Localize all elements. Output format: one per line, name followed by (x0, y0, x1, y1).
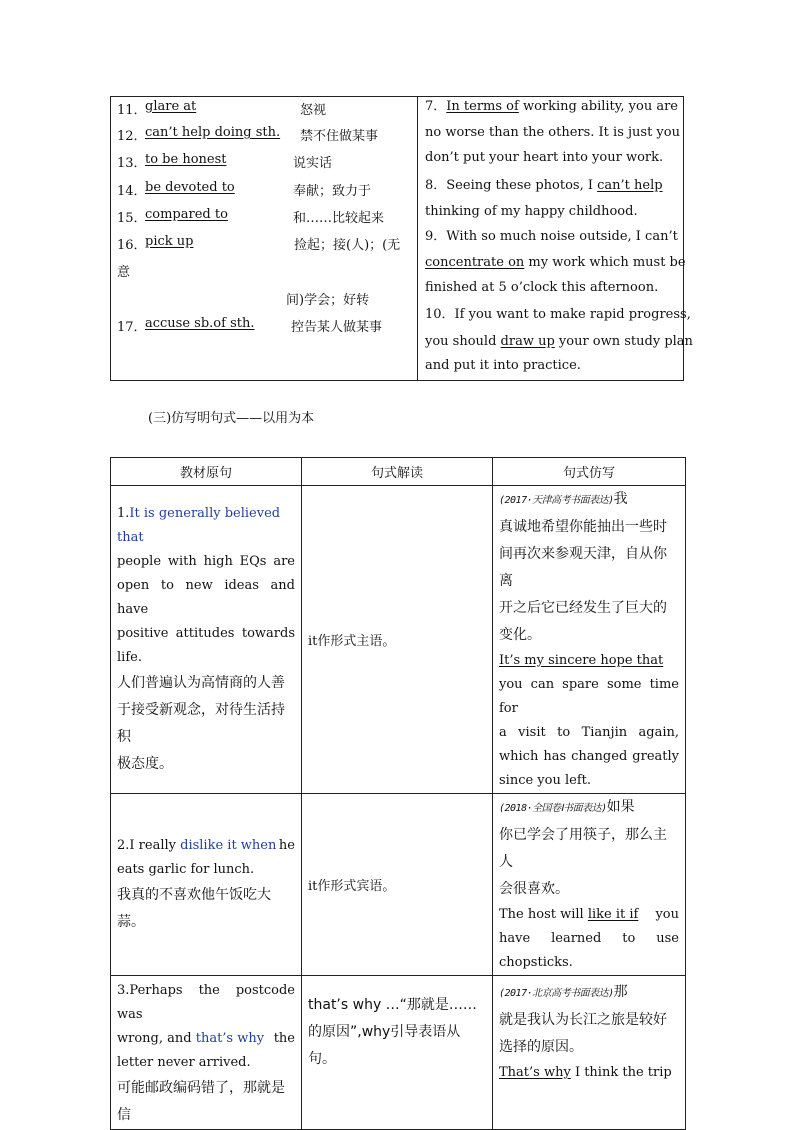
sentence-line: 7．In terms of working ability, you are (425, 99, 678, 114)
imitation-cell: (2017·天津高考书面表达)我 真诚地希望你能抽出一些时 间再次来参观天津，自从你离 开之后它已经发生了巨大的 变化。 It’s my sincere hope that you can spare some time for a visit to Tianjin again, which has changed greatly since you left. (493, 486, 686, 794)
blank-answer: In terms of (446, 99, 519, 114)
phrase: be devoted to (145, 180, 235, 195)
header-imitation: 句式仿写 (493, 458, 686, 486)
blank-answer: can’t help (597, 178, 663, 193)
sentence-line: you should draw up your own study plan (425, 334, 693, 349)
phrase: pick up (145, 234, 194, 249)
meaning: 和……比较起来 (293, 211, 385, 226)
meaning: 捡起；接(人)；(无 (294, 238, 401, 253)
interpretation-cell: it作形式宾语。 (302, 794, 493, 976)
highlight-phrase: That’s why (499, 1065, 571, 1080)
section-title: (三)仿写明句式——以用为本 (148, 411, 315, 426)
sentence-line: no worse than the others. It is just you (425, 125, 680, 140)
sentence-line: 9．With so much noise outside, I can’t (425, 229, 678, 244)
highlight-phrase: It’s my sincere hope that (499, 653, 664, 668)
source-note: (2018·全国卷Ⅰ书面表达) (499, 803, 607, 814)
blank-answer: draw up (500, 334, 555, 349)
table-header-row (111, 458, 686, 486)
interpretation-cell: that’s why …“那就是…… 的原因”,why引导表语从句。 (302, 976, 493, 1130)
imitation-cell: (2018·全国卷Ⅰ书面表达)如果 你已学会了用筷子，那么主人 会很喜欢。 The host will like it if you have learned to use chopsticks. (493, 794, 686, 976)
phrase: compared to (145, 207, 228, 222)
table-row (111, 486, 686, 794)
table-row (111, 976, 686, 1130)
meaning: 禁不住做某事 (300, 129, 379, 144)
original-sentence-cell: 1.It is generally believed that people with high EQs are open to new ideas and have positive attitudes towards life. 人们普遍认为高情商的人善 于接受新观念，对待生活持积 极态度。 (111, 486, 302, 794)
header-interpretation: 句式解读 (302, 458, 493, 486)
sentence-line: don’t put your heart into your work. (425, 150, 664, 165)
source-note: (2017·北京高考书面表达) (499, 988, 614, 999)
interpretation-cell: it作形式主语。 (302, 486, 493, 794)
phrase: accuse sb.of sth. (145, 316, 255, 331)
sentence-pattern-table (110, 457, 686, 1130)
sentence-line: thinking of my happy childhood. (425, 204, 638, 219)
highlight-phrase: It is generally believed that (117, 505, 281, 545)
phrase: can’t help doing sth. (145, 125, 281, 140)
meaning-cont: 间)学会；好转 (286, 293, 370, 308)
header-original: 教材原句 (111, 458, 302, 486)
table-row (111, 794, 686, 976)
column-divider (417, 97, 418, 380)
meaning: 奉献；致力于 (293, 184, 372, 199)
meaning: 怒视 (300, 103, 327, 118)
meaning: 说实话 (293, 156, 333, 171)
sentence-line: 10．If you want to make rapid progress, (425, 307, 691, 322)
blank-answer: concentrate on (425, 255, 525, 270)
original-sentence-cell: 2.I really dislike it when he eats garlic for lunch. 我真的不喜欢他午饭吃大蒜。 (111, 794, 302, 976)
highlight-phrase: that’s why (195, 1031, 265, 1046)
sentence-line: concentrate on my work which must be (425, 255, 686, 270)
source-note: (2017·天津高考书面表达) (499, 495, 614, 506)
phrase: glare at (145, 99, 197, 114)
meaning: 控告某人做某事 (291, 320, 383, 335)
sentence-line: and put it into practice. (425, 358, 581, 373)
meaning-cont: 意 (117, 265, 131, 280)
highlight-phrase: dislike it when (180, 837, 277, 853)
phrase: to be honest (145, 152, 227, 167)
highlight-phrase: like it if (587, 907, 639, 922)
sentence-line: 8．Seeing these photos, I can’t help (425, 178, 663, 193)
sentence-line: finished at 5 o’clock this afternoon. (425, 280, 659, 295)
original-sentence-cell: 3.Perhaps the postcode was wrong, and that’s why the letter never arrived. 可能邮政编码错了，那就是信 (111, 976, 302, 1130)
vocab-table: 11． glare at 怒视 12． can’t help doing sth. 禁不住做某事 13． to be honest 说实话 14． be devoted to 奉献；致力于 15． compared to 和……比较起来 16． pick up 捡起；接(人)；(无 意 间)学会；好转 17． accuse sb.of sth. 控告某人做某事 7．In terms of working ability, you are no worse than the others. It is just you don’t put your heart into your work. 8．Seeing these photos, I can’t help thinking of my happy childhood. 9．With so much noise outside, I can’t concentrate on my work which must be finished at 5 o’clock this afternoon. 10．If you want to make rapid progress, you should draw up your own study plan and put it into practice. (110, 96, 684, 381)
imitation-cell: (2017·北京高考书面表达)那 就是我认为长江之旅是较好 选择的原因。 That’s why I think the trip (493, 976, 686, 1130)
